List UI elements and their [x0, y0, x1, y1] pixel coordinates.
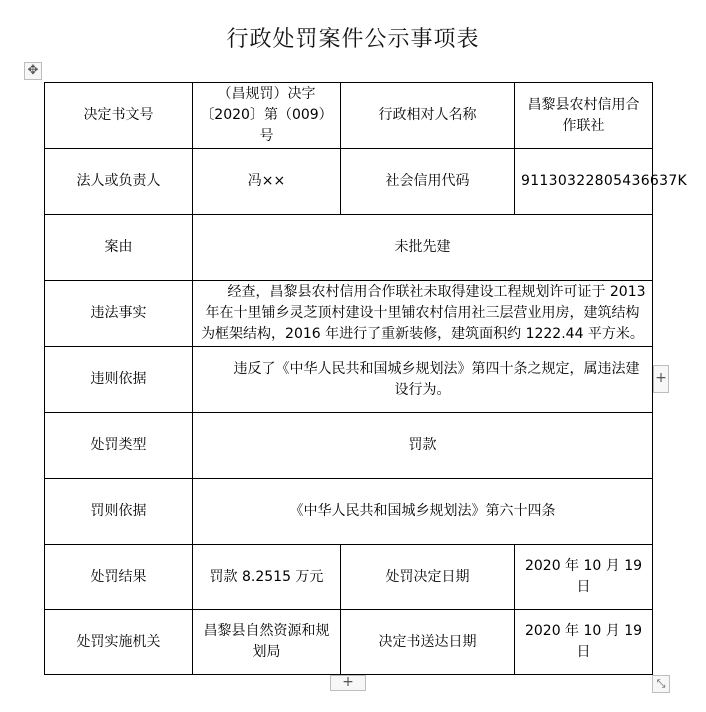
page-title: 行政处罚案件公示事项表: [226, 27, 480, 52]
penalty-result[interactable]: 罚款 8.2515 万元: [193, 545, 341, 610]
violation-facts: 经查，昌黎县农村信用合作联社未取得建设工程规划许可证于 2013 年在十里铺乡灵芝顶村建设十里铺农村信用社三层营业用房，建筑结构为框架结构，2016 年进行了重新装修，建筑面积约 1222.44 平方米。: [201, 284, 646, 342]
label-legal-representative: 法人或负责人: [45, 149, 193, 215]
table-row: [45, 347, 653, 413]
label-party-name: 行政相对人名称: [341, 83, 515, 149]
table-row: [45, 610, 653, 675]
case-cause[interactable]: 未批先建: [193, 215, 653, 281]
label-doc-number: 决定书文号: [45, 83, 193, 149]
violation-basis-cell[interactable]: [193, 347, 653, 413]
label-penalty-type: 处罚类型: [45, 413, 193, 479]
doc-number[interactable]: （昌规罚）决字〔2020〕第（009）号: [193, 83, 341, 149]
table-row: [45, 413, 653, 479]
label-decision-date: 处罚决定日期: [341, 545, 515, 610]
label-delivery-date: 决定书送达日期: [341, 610, 515, 675]
penalty-type[interactable]: 罚款: [193, 413, 653, 479]
label-case-cause: 案由: [45, 215, 193, 281]
credit-code[interactable]: 91130322805436637K: [515, 149, 653, 215]
party-name[interactable]: 昌黎县农村信用合作联社: [515, 83, 653, 149]
table-move-handle-icon[interactable]: ✥: [24, 62, 42, 80]
legal-representative[interactable]: 冯××: [193, 149, 341, 215]
label-credit-code: 社会信用代码: [341, 149, 515, 215]
delivery-date[interactable]: 2020 年 10 月 19 日: [515, 610, 653, 675]
label-enforcement-agency: 处罚实施机关: [45, 610, 193, 675]
table-row: [45, 83, 653, 149]
penalty-basis[interactable]: 《中华人民共和国城乡规划法》第六十四条: [193, 479, 653, 545]
table-row: [45, 545, 653, 610]
add-row-icon[interactable]: +: [330, 675, 366, 691]
table-row: [45, 479, 653, 545]
label-penalty-basis: 罚则依据: [45, 479, 193, 545]
label-penalty-result: 处罚结果: [45, 545, 193, 610]
penalty-table: [44, 82, 688, 675]
decision-date[interactable]: 2020 年 10 月 19 日: [515, 545, 653, 610]
violation-facts-cell[interactable]: [193, 281, 653, 347]
table-row: [45, 149, 653, 215]
table-resize-icon[interactable]: ⤡: [652, 675, 670, 693]
label-violation-facts: 违法事实: [45, 281, 193, 347]
table-row: [45, 281, 653, 347]
violation-basis: 违反了《中华人民共和国城乡规划法》第四十条之规定，属违法建设行为。: [233, 360, 640, 398]
add-column-icon[interactable]: +: [653, 365, 669, 393]
label-violation-basis: 违则依据: [45, 347, 193, 413]
enforcement-agency[interactable]: 昌黎县自然资源和规划局: [193, 610, 341, 675]
table-row: [45, 215, 653, 281]
